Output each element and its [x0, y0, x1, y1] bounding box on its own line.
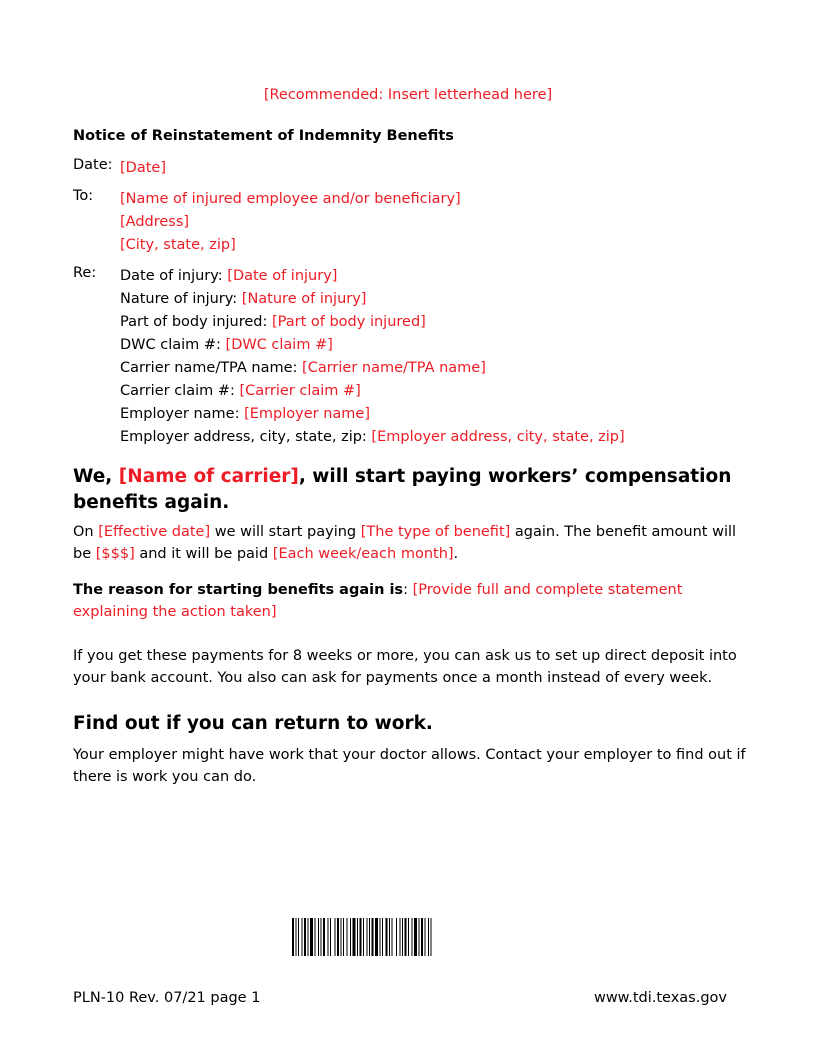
return-to-work-heading: Find out if you can return to work. [73, 713, 433, 734]
re-row-value: [DWC claim #] [225, 337, 333, 353]
benefit-type-placeholder: [The type of benefit] [360, 524, 511, 540]
letterhead-placeholder: [Recommended: Insert letterhead here] [263, 87, 553, 103]
date-value: [Date] [120, 160, 166, 176]
re-row-label: Nature of injury: [120, 291, 242, 307]
notice-title: Notice of Reinstatement of Indemnity Benefits [73, 128, 454, 144]
reason-colon: : [403, 582, 413, 598]
barcode-bar [343, 918, 344, 956]
re-row-value: [Employer address, city, state, zip] [371, 429, 625, 445]
to-address-block [120, 188, 461, 257]
heading-suffix: , will start paying workers’ compensation benefits again. [73, 466, 732, 513]
barcode-bar [310, 918, 313, 956]
barcode-bar [382, 918, 383, 956]
barcode-bar [328, 918, 329, 956]
barcode-bar [350, 918, 351, 956]
barcode-bar [431, 918, 432, 956]
barcode-bar [389, 918, 390, 956]
amount-placeholder: [$$$] [95, 546, 135, 562]
barcode-bar [412, 918, 413, 956]
barcode-bar [400, 918, 401, 956]
barcode-bar [405, 918, 407, 956]
reason-paragraph [73, 579, 753, 623]
barcode-bar [408, 918, 409, 956]
barcode-bar [357, 918, 358, 956]
barcode-bar [392, 918, 393, 956]
re-row [120, 380, 625, 403]
barcode-bar [347, 918, 348, 956]
text-run: . [453, 546, 459, 562]
re-label: Re: [73, 265, 97, 281]
recipient-address: [Address] [120, 214, 190, 230]
re-row-label: DWC claim #: [120, 337, 226, 353]
barcode-bar [304, 918, 306, 956]
barcode-bar [425, 918, 426, 956]
re-row-value: [Date of injury] [227, 268, 338, 284]
barcode-bar [369, 918, 370, 956]
direct-deposit-paragraph: If you get these payments for 8 weeks or more, you can ask us to set up direct deposit into your bank account. You also can ask for payments once a month instead of every week. [73, 648, 737, 686]
barcode-bar [375, 918, 378, 956]
re-details [120, 265, 625, 449]
re-row-label: Part of body injured: [120, 314, 272, 330]
re-row-value: [Part of body injured] [272, 314, 426, 330]
barcode-bar [386, 918, 388, 956]
return-to-work-paragraph: Your employer might have work that your doctor allows. Contact your employer to find out if there is work you can do. [73, 747, 746, 785]
barcode-bar [330, 918, 331, 956]
re-row-label: Date of injury: [120, 268, 228, 284]
payment-paragraph [73, 521, 753, 565]
re-row [120, 357, 625, 380]
barcode-bar [428, 918, 429, 956]
barcode-bar [341, 918, 342, 956]
text-run: we will start paying [210, 524, 361, 540]
barcode-bar [323, 918, 325, 956]
barcode-bar [402, 918, 403, 956]
re-row [120, 265, 625, 288]
barcode-bar [367, 918, 368, 956]
barcode-bar [296, 918, 297, 956]
barcode-bar [363, 918, 364, 956]
barcode-bar [419, 918, 420, 956]
recipient-city-state-zip: [City, state, zip] [120, 237, 236, 253]
re-row-label: Employer address, city, state, zip: [120, 429, 372, 445]
barcode-bar [315, 918, 316, 956]
re-row-label: Carrier claim #: [120, 383, 240, 399]
date-label: Date: [73, 157, 113, 173]
re-row [120, 288, 625, 311]
text-run: again. The benefit amount will be [73, 524, 737, 562]
re-row [120, 334, 625, 357]
barcode-bar [353, 918, 356, 956]
text-run: and it will be paid [134, 546, 273, 562]
barcode-bar [372, 918, 374, 956]
re-row [120, 403, 625, 426]
recipient-name: [Name of injured employee and/or beneficiary] [120, 191, 461, 207]
barcode [292, 918, 524, 956]
barcode-bar [292, 918, 294, 956]
footer-form-id: PLN-10 Rev. 07/21 page 1 [73, 990, 261, 1006]
re-row [120, 311, 625, 334]
re-row-value: [Carrier name/TPA name] [302, 360, 486, 376]
benefits-heading [73, 464, 743, 516]
barcode-bar [396, 918, 397, 956]
text-run: On [73, 524, 99, 540]
footer-website: www.tdi.texas.gov [593, 990, 727, 1006]
re-row-label: Carrier name/TPA name: [120, 360, 303, 376]
barcode-bar [380, 918, 381, 956]
reason-label: The reason for starting benefits again is [73, 582, 404, 598]
barcode-bar [360, 918, 362, 956]
reason-placeholder: [Provide full and complete statement explaining the action taken] [73, 582, 683, 620]
barcode-bar [318, 918, 319, 956]
re-row-label: Employer name: [120, 406, 245, 422]
re-row-value: [Nature of injury] [241, 291, 367, 307]
barcode-bar [421, 918, 423, 956]
heading-prefix: We, [73, 466, 119, 487]
re-row-value: [Carrier claim #] [239, 383, 361, 399]
re-row-value: [Employer name] [244, 406, 370, 422]
barcode-bar [335, 918, 336, 956]
frequency-placeholder: [Each week/each month] [272, 546, 454, 562]
barcode-bar [337, 918, 339, 956]
barcode-bar [298, 918, 299, 956]
effective-date-placeholder: [Effective date] [98, 524, 211, 540]
barcode-bar [308, 918, 309, 956]
to-label: To: [73, 188, 94, 204]
carrier-name-placeholder: [Name of carrier] [118, 466, 299, 487]
re-row [120, 426, 625, 449]
barcode-bar [302, 918, 303, 956]
barcode-bar [414, 918, 417, 956]
barcode-bar [321, 918, 322, 956]
